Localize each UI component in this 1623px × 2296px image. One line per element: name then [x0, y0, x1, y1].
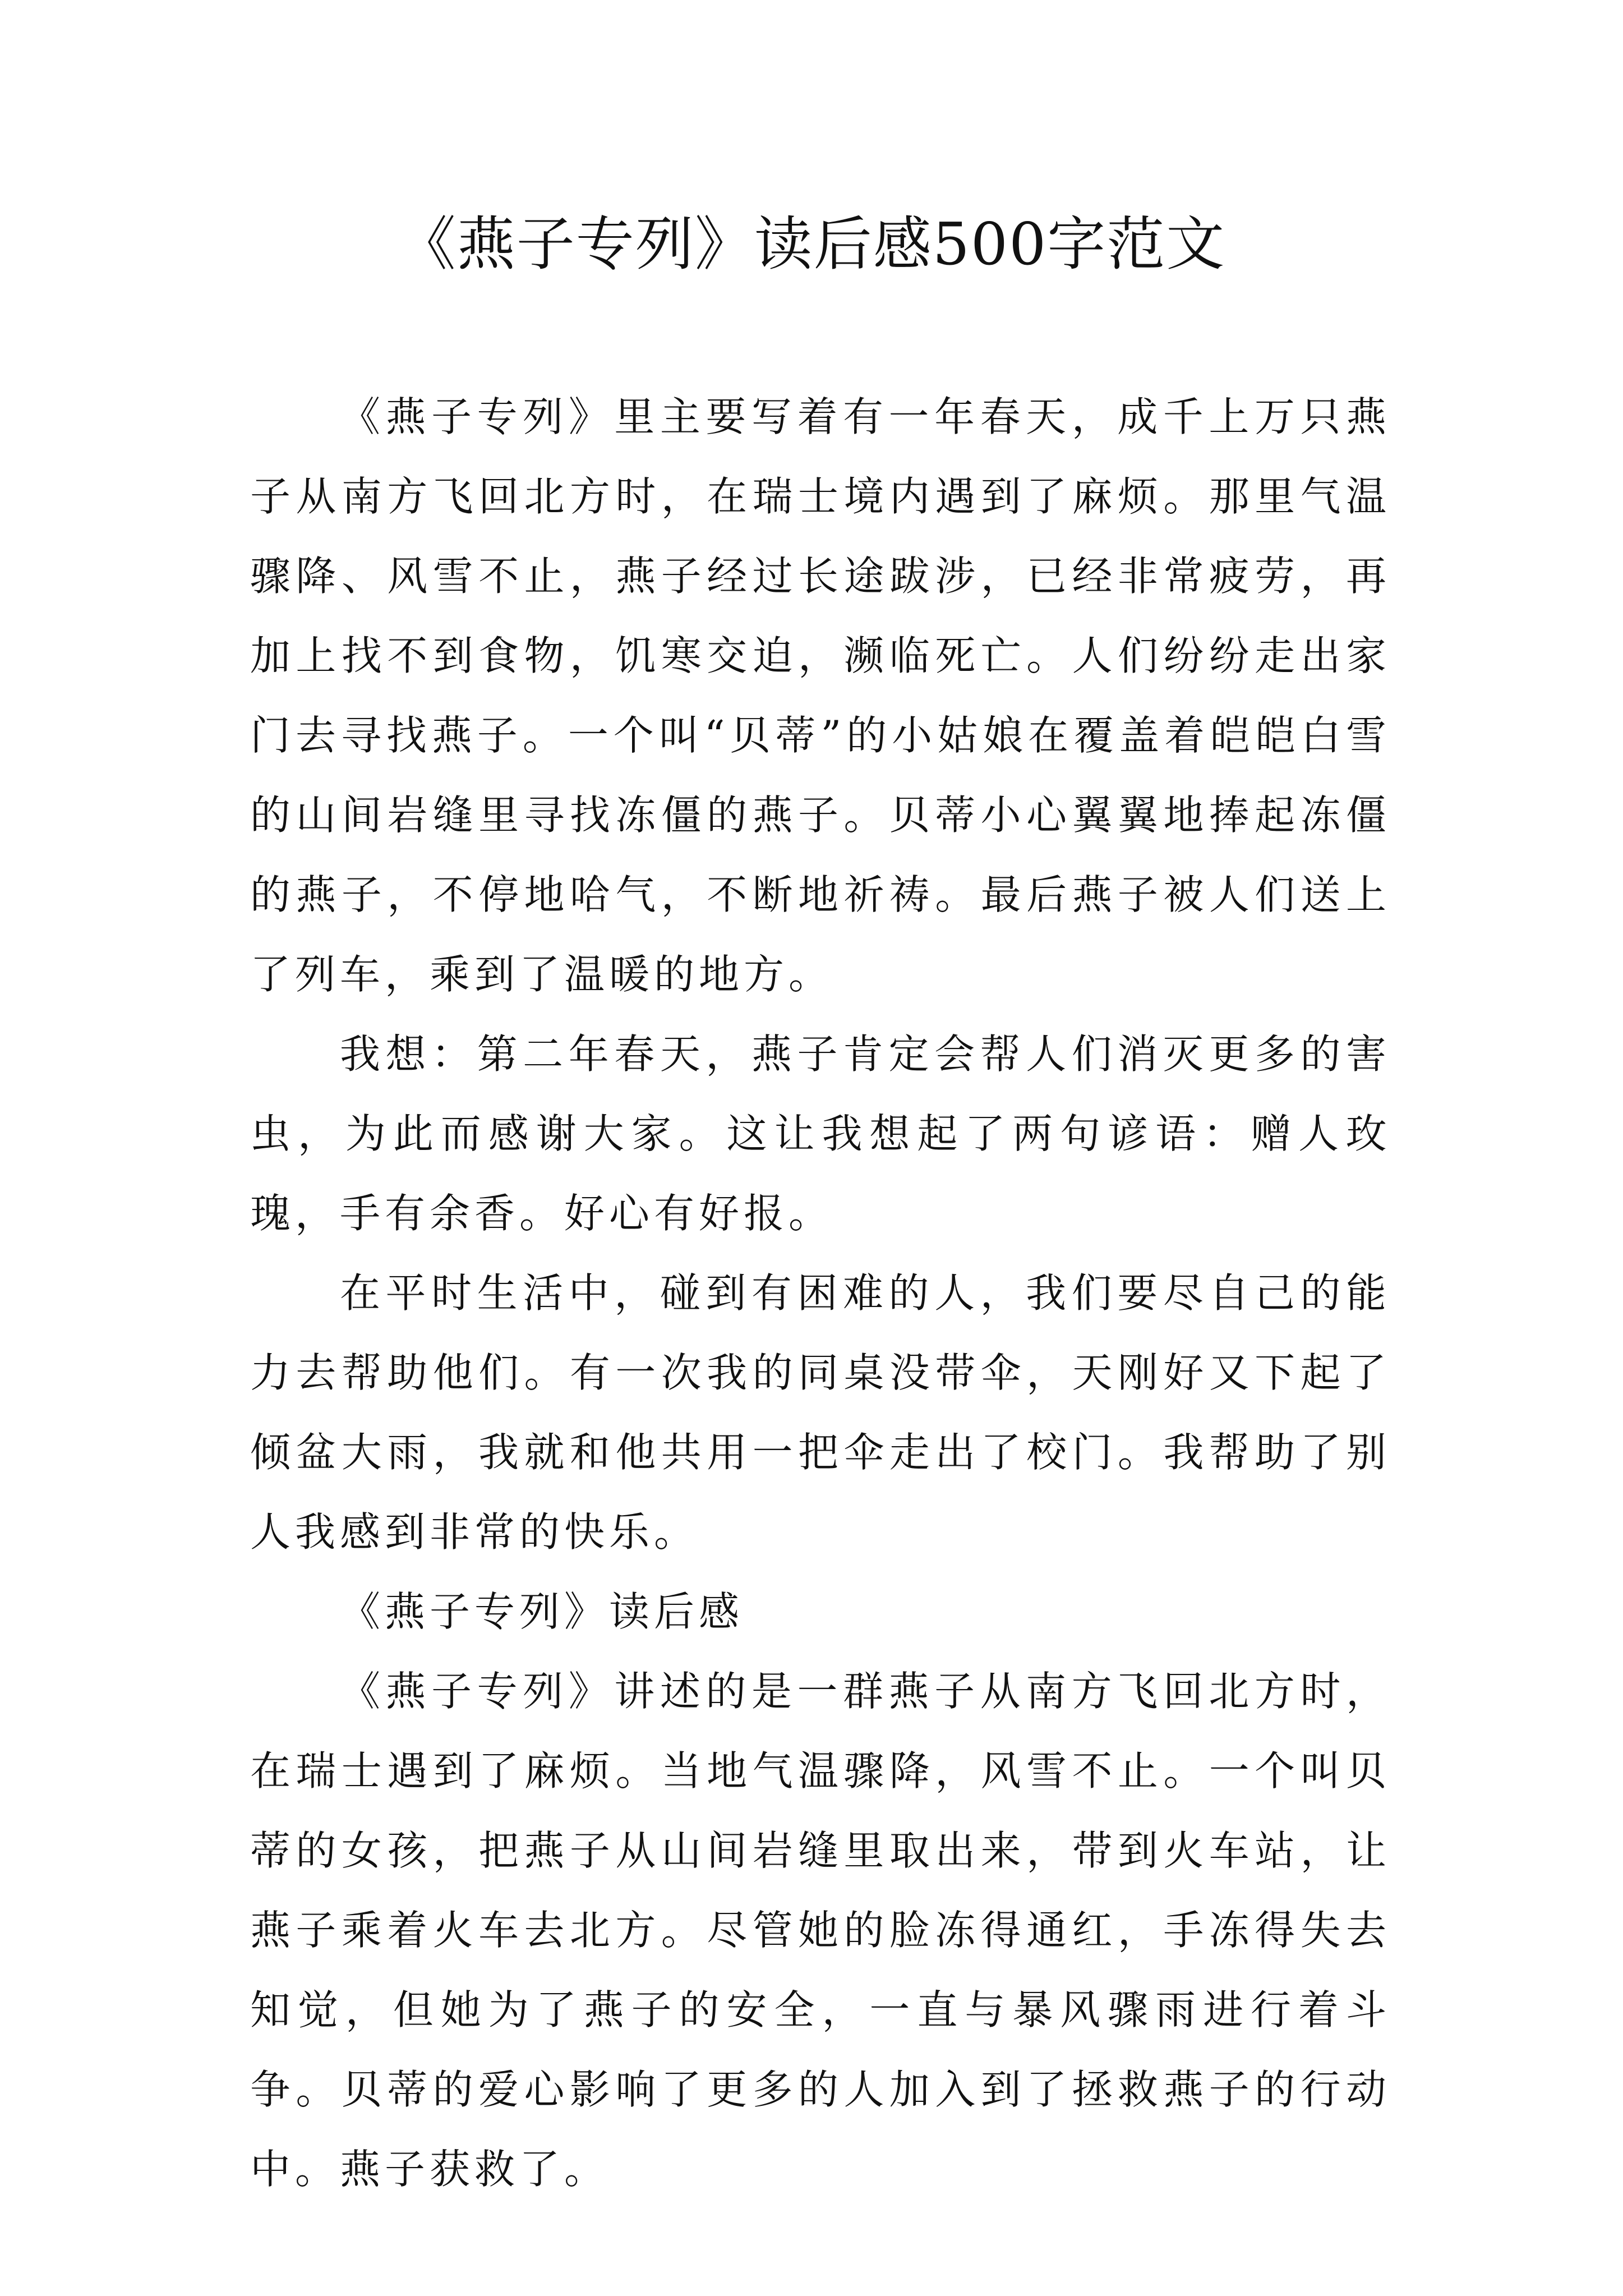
- paragraph-daily-life: 在平时生活中，碰到有困难的人，我们要尽自己的能力去帮助他们。有一次我的同桌没带伞，天刚好又下起了倾盆大雨，我就和他共用一把伞走出了校门。我帮助了别人我感到非常的快乐。: [250, 1269, 1391, 1556]
- document-body: [250, 377, 1391, 2209]
- document-title: 《燕子专列》读后感500字范文: [397, 210, 1226, 278]
- section-heading: 《燕子专列》读后感: [340, 1588, 744, 1635]
- paragraph-my-thoughts: 我想：第二年春天，燕子肯定会帮人们消灭更多的害虫，为此而感谢大家。这让我想起了两句谚语：赠人玫瑰，手有余香。好心有好报。: [250, 1030, 1391, 1237]
- paragraph-second-essay: 《燕子专列》讲述的是一群燕子从南方飞回北方时，在瑞士遇到了麻烦。当地气温骤降，风雪不止。一个叫贝蒂的女孩，把燕子从山间岩缝里取出来，带到火车站，让燕子乘着火车去北方。尽管她的脸冻得通红，手冻得失去知觉，但她为了燕子的安全，一直与暴风骤雨进行着斗争。贝蒂的爱心影响了更多的人加入到了拯救燕子的行动中。燕子获救了。: [250, 1668, 1391, 2193]
- paragraph-story-summary: 《燕子专列》里主要写着有一年春天，成千上万只燕子从南方飞回北方时，在瑞士境内遇到了麻烦。那里气温骤降、风雪不止，燕子经过长途跋涉，已经非常疲劳，再加上找不到食物，饥寒交迫，濒临死亡。人们纷纷走出家门去寻找燕子。一个叫“贝蒂”的小姑娘在覆盖着皑皑白雪的山间岩缝里寻找冻僵的燕子。贝蒂小心翼翼地捧起冻僵的燕子，不停地哈气，不断地祈祷。最后燕子被人们送上了列车，乘到了温暖的地方。: [250, 393, 1391, 998]
